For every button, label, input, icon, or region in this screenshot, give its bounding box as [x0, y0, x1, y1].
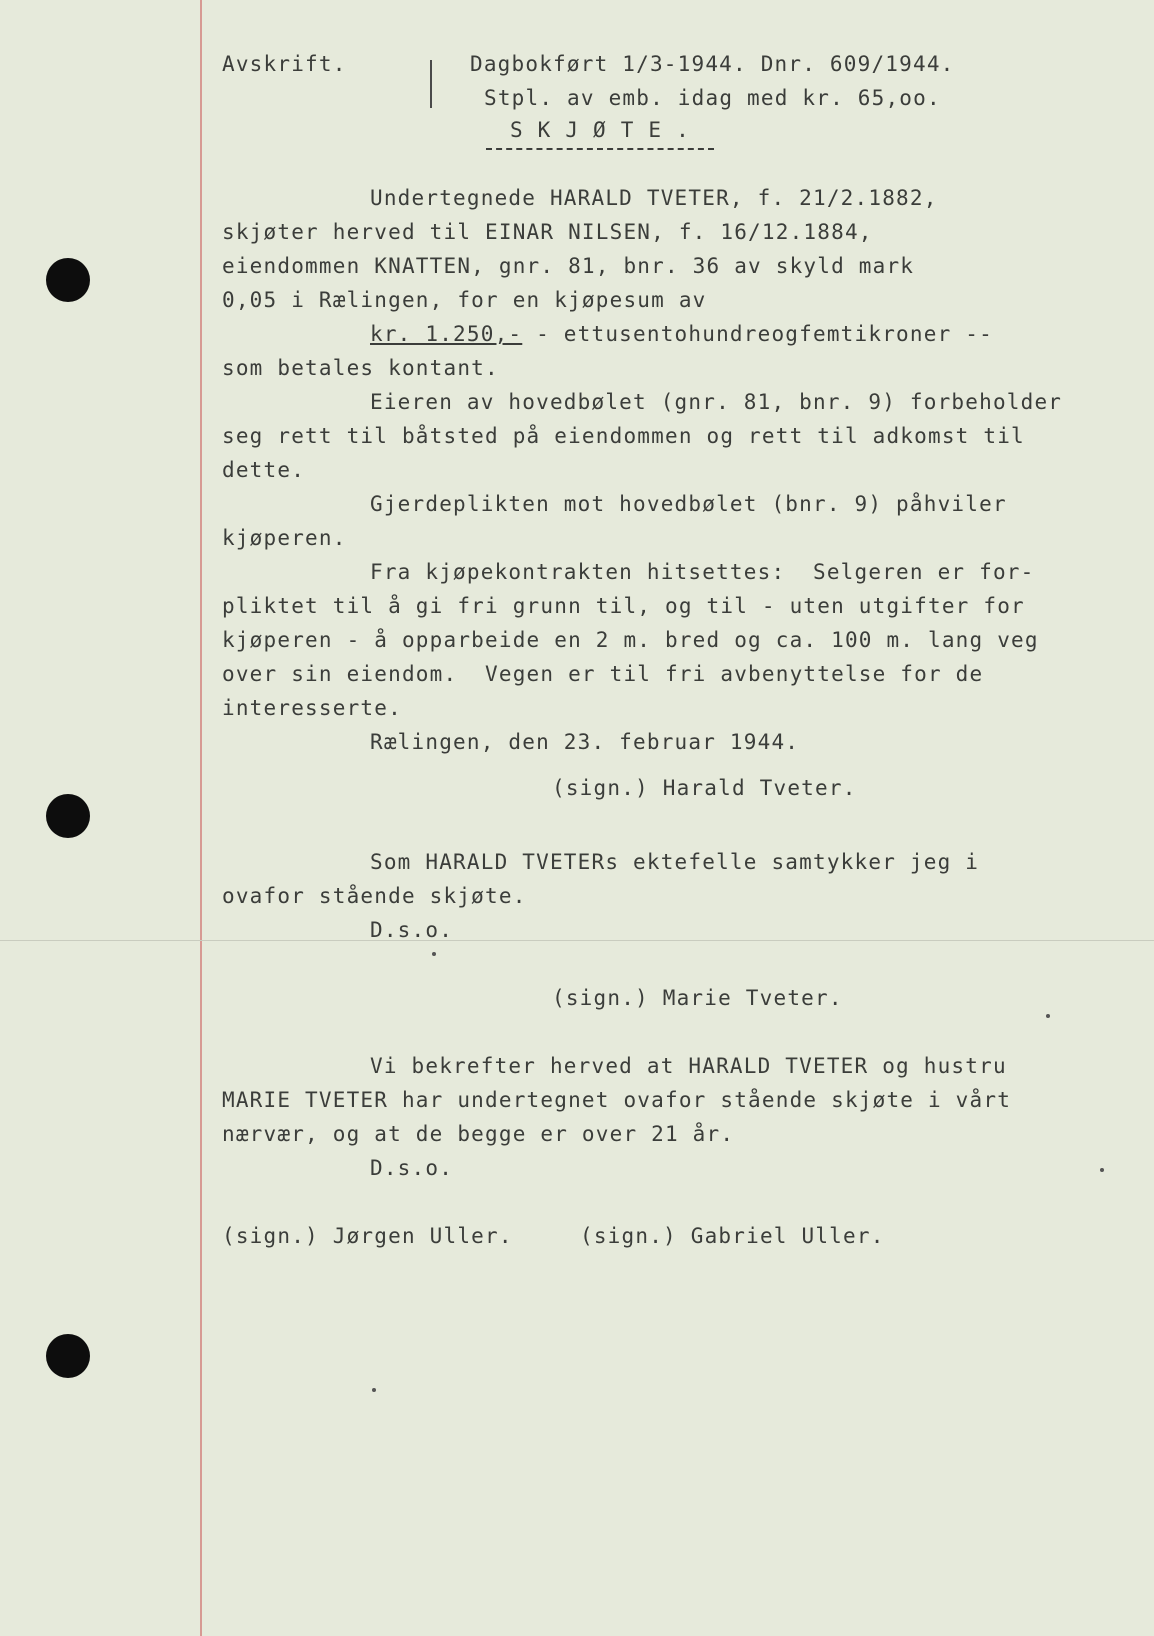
punch-hole-top	[46, 258, 90, 302]
text-line: Som HARALD TVETERs ektefelle samtykker jeg i	[370, 850, 980, 874]
text-line: kjøperen - å opparbeide en 2 m. bred og ca. 100 m. lang veg	[222, 628, 1039, 652]
text-line: Gjerdeplikten mot hovedbølet (bnr. 9) påhviler	[370, 492, 1007, 516]
text-line: seg rett til båtsted på eiendommen og rett til adkomst til	[222, 424, 1025, 448]
text-line: pliktet til å gi fri grunn til, og til - uten utgifter for	[222, 594, 1025, 618]
signature-witness-2: (sign.) Gabriel Uller.	[580, 1224, 885, 1248]
text-line: skjøter herved til EINAR NILSEN, f. 16/12.1884,	[222, 220, 873, 244]
text-line: kjøperen.	[222, 526, 347, 550]
speck	[1100, 1168, 1104, 1172]
header-avskrift: Avskrift.	[222, 52, 347, 76]
amount-in-words: - ettusentohundreogfemtikroner --	[522, 322, 993, 346]
text-line: som betales kontant.	[222, 356, 499, 380]
dso-mark: D.s.o.	[370, 1156, 454, 1180]
margin-line	[200, 0, 202, 1636]
document-title: S K J Ø T E .	[510, 118, 690, 142]
text-line: Vi bekrefter herved at HARALD TVETER og hustru	[370, 1054, 1007, 1078]
text-line: Fra kjøpekontrakten hitsettes: Selgeren er for-	[370, 560, 1035, 584]
signature-seller: (sign.) Harald Tveter.	[552, 776, 857, 800]
header-registration: Dagbokført 1/3-1944. Dnr. 609/1944.	[470, 52, 955, 76]
text-line: Eieren av hovedbølet (gnr. 81, bnr. 9) forbeholder	[370, 390, 1063, 414]
speck	[432, 952, 436, 956]
text-line	[370, 322, 993, 346]
title-rule	[486, 148, 714, 150]
text-line: ovafor stående skjøte.	[222, 884, 527, 908]
signature-spouse: (sign.) Marie Tveter.	[552, 986, 843, 1010]
punch-hole-bottom	[46, 1334, 90, 1378]
fold-line	[0, 940, 1154, 941]
text-line: over sin eiendom. Vegen er til fri avbenyttelse for de	[222, 662, 984, 686]
header-divider	[430, 60, 432, 108]
text-line: MARIE TVETER har undertegnet ovafor stående skjøte i vårt	[222, 1088, 1012, 1112]
signature-witness-1: (sign.) Jørgen Uller.	[222, 1224, 513, 1248]
text-line: 0,05 i Rælingen, for en kjøpesum av	[222, 288, 707, 312]
speck	[1046, 1014, 1050, 1018]
place-date: Rælingen, den 23. februar 1944.	[370, 730, 800, 754]
text-line: dette.	[222, 458, 306, 482]
punch-hole-middle	[46, 794, 90, 838]
text-line: nærvær, og at de begge er over 21 år.	[222, 1122, 735, 1146]
text-line: interesserte.	[222, 696, 402, 720]
header-stamp-fee: Stpl. av emb. idag med kr. 65,oo.	[484, 86, 941, 110]
text-line: eiendommen KNATTEN, gnr. 81, bnr. 36 av skyld mark	[222, 254, 915, 278]
dso-mark: D.s.o.	[370, 918, 454, 942]
speck	[372, 1388, 376, 1392]
purchase-amount: kr. 1.250,-	[370, 322, 523, 346]
text-line: Undertegnede HARALD TVETER, f. 21/2.1882,	[370, 186, 938, 210]
